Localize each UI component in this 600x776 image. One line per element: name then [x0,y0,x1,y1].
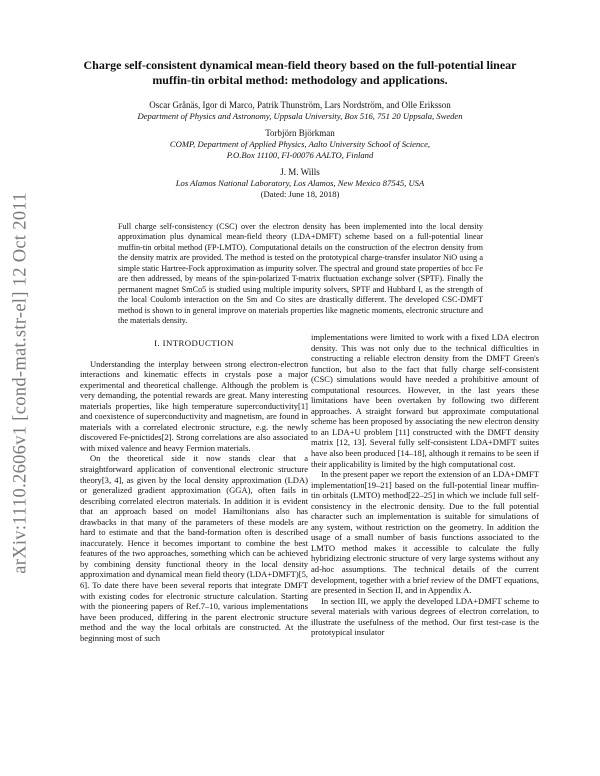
intro-paragraph-5: In section III, we apply the developed LDA+DMFT scheme to several materials with various degrees of electron correlation, to illustrate the usefulness of the method. Our first test-case is the prototypical insulator [311,595,539,638]
abstract: Full charge self-consistency (CSC) over the electron density has been implemented into the local density approximation plus dynamical mean-field theory (LDA+DMFT) scheme based on a full-potential linear muffin-tin orbital method (FP-LMTO). Computational details on the construction of the electron density from the density matrix are provided. The method is tested on the prototypical charge-transfer insulator NiO using a simple static Hartree-Fock approximation as impurity solver. The spectral and ground state properties of bcc Fe are then addressed, by means of the spin-polarized T-matrix fluctuation exchange solver (SPTF). Finally the permanent magnet SmCo5 is studied using multiple impurity solvers, SPTF and Hubbard I, as the strength of the local Coulomb interaction on the Sm and Co sites are drastically different. The developed CSC-DMFT method is shown to in general improve on materials properties like magnetic moments, electronic structure and the materials density. [118,222,483,326]
dated-line: (Dated: June 18, 2018) [260,189,340,199]
intro-paragraph-4: In the present paper we report the extension of an LDA+DMFT implementation[19–21] based on the full-potential linear muffin-tin orbitals (LMTO) method[22–25] in which we include full self-consistency in the electronic density. Due to the full potential character such an implementation is suitable for simulations of any system, without restriction on the geometry. In addition the usage of a small number of basis functions associated to the LMTO method makes it accessible to calculate the fully hybridizing electronic structure of very large systems without any ad-hoc assumptions. The technical details of the current development, together with a brief review of the DMFT equations, are presented in Section II, and in Appendix A. [311,469,539,596]
left-column [80,332,308,643]
title-line-1: Charge self-consistent dynamical mean-field theory based on the full-potential linear [83,58,517,72]
author-list-2: Torbjörn Björkman [265,128,335,138]
intro-paragraph-2: On the theoretical side it now stands clear that a straightforward application of conventional electronic structure theory[3, 4], as given by the local density approximation (LDA) or generalized gradient approximation (GGA), often fails in describing correlated electron materials. In addition it is evident that an approach based on model Hamiltonians also has drawbacks in that many of the parameters of these models are hard to estimate and that the band-formation often is described inaccurately. Hence it becomes important to combine the best features of the two approaches, something which can be achieved by combining density functional theory in the local density approximation and dynamical mean field theory (LDA+DMFT)[5, 6]. To date there have been several reports that integrate DMFT with existing codes for electronic structure calculation. Starting with the pioneering papers of Ref.7–10, various implementations have been produced, differing in the parent electronic structure method and the way the local orbitals are constructed. At the beginning most of such [80,453,308,643]
title-line-2: muffin-tin orbital method: methodology and applications. [152,72,448,87]
intro-paragraph-1: Understanding the interplay between strong electron-electron interactions and kinematic effects in crystals pose a major experimental and theoretical challenge. Although the problem is very demanding, the potential rewards are great. Many interesting materials properties, like high temperature superconductivity[1] and coexistence of superconductivity and magnetism, are found in materials with a correlated electronic structure, e.g. the newly discovered Fe-pnictides[2]. Strong correlations are also associated with mixed valence and heavy Fermion materials. [80,358,308,453]
arxiv-identifier: arXiv:1110.2606v1 [cond-mat.str-el] 12 Oct 2011 [10,192,31,574]
affiliation-3: Los Alamos National Laboratory, Los Alamos, New Mexico 87545, USA [175,178,425,188]
section-heading-introduction: I. INTRODUCTION [154,338,234,348]
affiliation-2-line-1: COMP, Department of Applied Physics, Aalto University School of Science, [169,139,431,149]
intro-paragraph-3: implementations were limited to work with a fixed LDA electron density. This was not only due to the technical difficulties in constructing a reliable electron density from the DMFT Green's function, but also to the fact that fully charge self-consistent (CSC) simulations would have needed a prohibitive amount of computational resources. However, in the last years these limitations have been overtaken by following two different approaches. A straight forward but approximate computational scheme has been proposed by associating the new electron density to an LDA+U problem [11] constructed with the DMFT density matrix [12, 13]. Several fully self-consistent LDA+DMFT suites have also been produced [14–18], although it remains to be seen if their applicability is limited by the high computational cost. [311,332,539,469]
arxiv-sidebar-stamp [6,168,36,598]
paper-title [60,58,540,87]
affiliation-1: Department of Physics and Astronomy, Uppsala University, Box 516, 751 20 Uppsala, Sweden [137,111,463,121]
author-list-1: Oscar Grånäs, Igor di Marco, Patrik Thunström, Lars Nordström, and Olle Eriksson [149,100,451,110]
affiliation-2-line-2: P.O.Box 11100, FI-00076 AALTO, Finland [226,150,374,160]
author-list-3: J. M. Wills [280,167,320,177]
right-column [311,332,539,638]
